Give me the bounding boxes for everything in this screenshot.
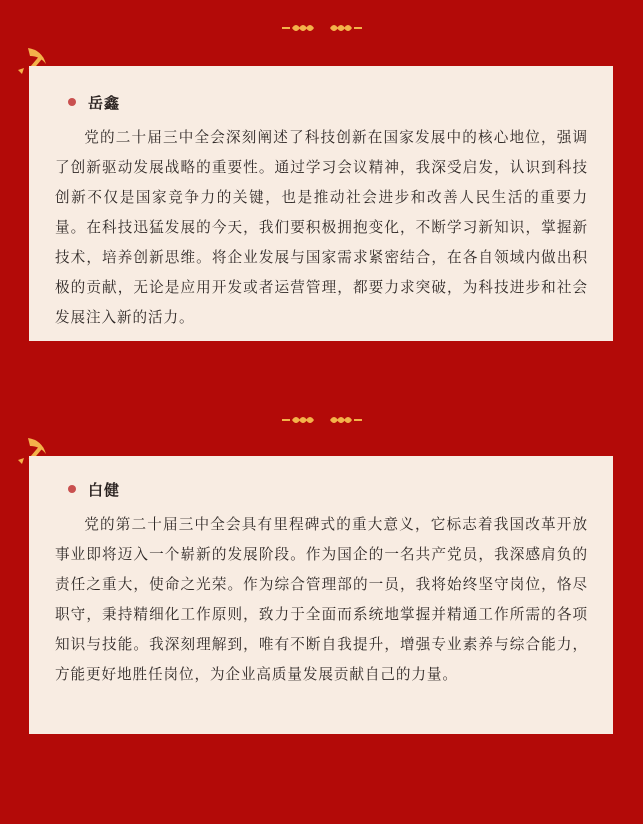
comment-card <box>29 456 613 734</box>
wheat-ornament-icon <box>0 18 643 38</box>
card-header <box>55 478 588 500</box>
author-name: 岳鑫 <box>88 93 121 112</box>
bullet-dot-icon <box>68 98 76 106</box>
bullet-dot-icon <box>68 485 76 493</box>
comment-card <box>29 66 613 341</box>
wheat-ornament-icon <box>0 410 643 430</box>
card-header <box>55 91 588 113</box>
author-name: 白健 <box>88 480 121 499</box>
comment-text: 党的第二十届三中全会具有里程碑式的重大意义，它标志着我国改革开放事业即将迈入一个崭新的发展阶段。作为国企的一名共产党员，我深感肩负的责任之重大，使命之光荣。作为综合管理部的一员，我将始终坚守岗位，恪尽职守，秉持精细化工作原则，致力于全面而系统地掌握并精通工作所需的各项知识与技能。我深刻理解到，唯有不断自我提升，增强专业素养与综合能力，方能更好地胜任岗位，为企业高质量发展贡献自己的力量。 <box>55 516 588 683</box>
comment-text: 党的二十届三中全会深刻阐述了科技创新在国家发展中的核心地位，强调了创新驱动发展战略的重要性。通过学习会议精神，我深受启发，认识到科技创新不仅是国家竞争力的关键，也是推动社会进步和改善人民生活的重要力量。在科技迅猛发展的今天，我们要积极拥抱变化，不断学习新知识，掌握新技术，培养创新思维。将企业发展与国家需求紧密结合，在各自领域内做出积极的贡献，无论是应用开发或者运营管理，都要力求突破，为科技进步和社会发展注入新的活力。 <box>55 129 588 326</box>
